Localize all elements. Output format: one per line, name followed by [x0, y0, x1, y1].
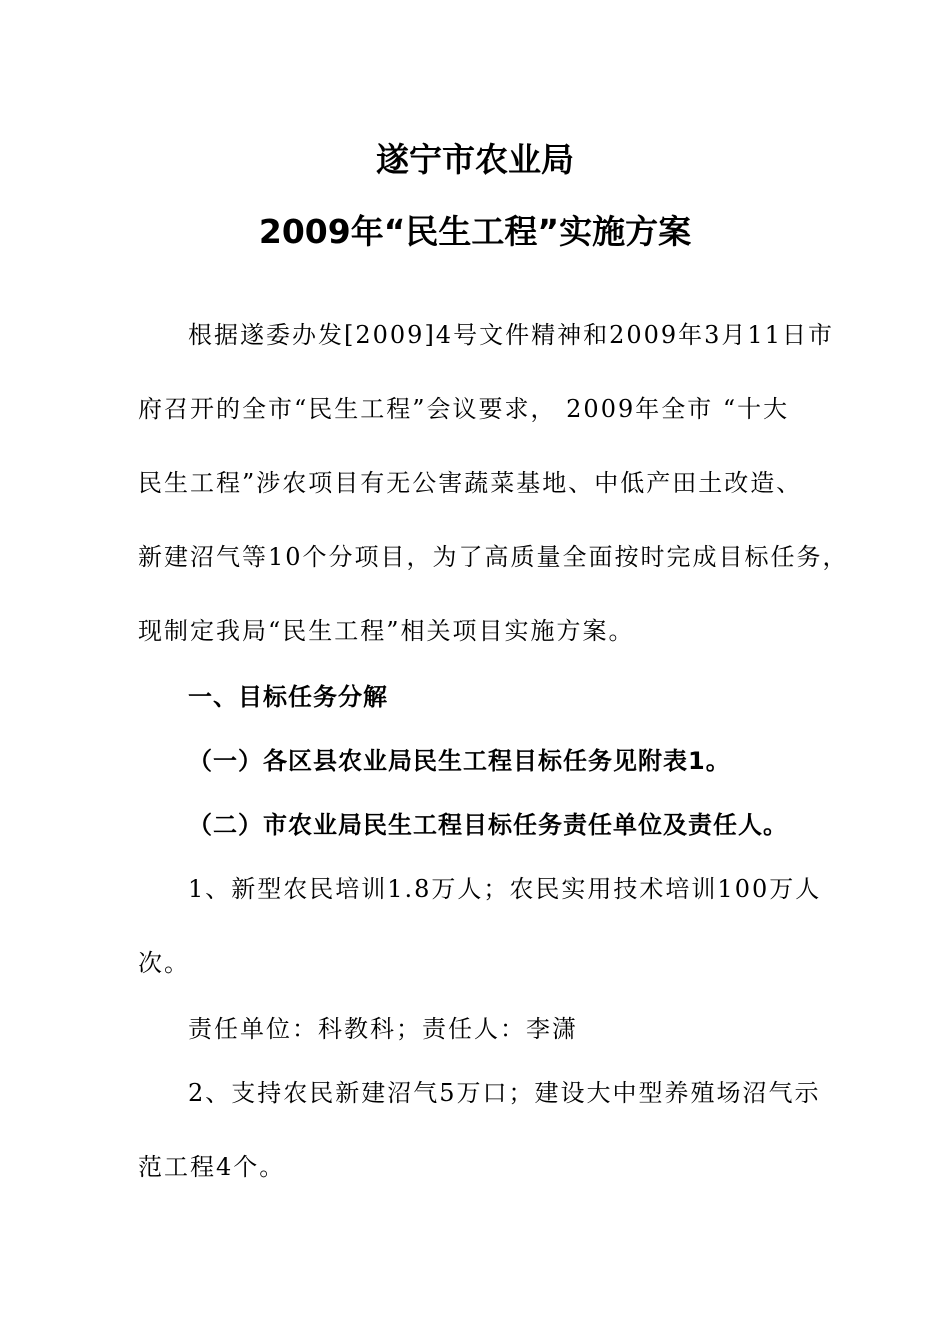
paragraph-line: 新建沼气等10个分项目，为了高质量全面按时完成目标任务，	[138, 543, 849, 571]
subsection-heading: （二）市农业局民生工程目标任务责任单位及责任人。	[188, 811, 788, 839]
section-heading: 一、目标任务分解	[188, 683, 388, 711]
item-line: 次。	[138, 949, 190, 977]
paragraph-line: 现制定我局“民生工程”相关项目实施方案。	[138, 617, 635, 645]
document-subtitle: 2009年“民生工程”实施方案	[258, 212, 692, 251]
paragraph-line: 民生工程”涉农项目有无公害蔬菜基地、中低产田土改造、	[138, 469, 803, 497]
paragraph-line: 府召开的全市“民生工程”会议要求， 2009年全市 “十大	[138, 395, 790, 423]
item-line: 范工程4个。	[138, 1153, 286, 1181]
paragraph-line: 根据遂委办发[2009]4号文件精神和2009年3月11日市	[188, 321, 834, 349]
document-title: 遂宁市农业局	[376, 140, 574, 179]
item-line: 1、新型农民培训1.8万人；农民实用技术培训100万人	[188, 875, 822, 903]
item-line: 2、支持农民新建沼气5万口；建设大中型养殖场沼气示	[188, 1079, 821, 1107]
subsection-heading: （一）各区县农业局民生工程目标任务见附表1。	[188, 747, 731, 775]
responsibility-line: 责任单位：科教科；责任人：李潇	[188, 1015, 578, 1043]
